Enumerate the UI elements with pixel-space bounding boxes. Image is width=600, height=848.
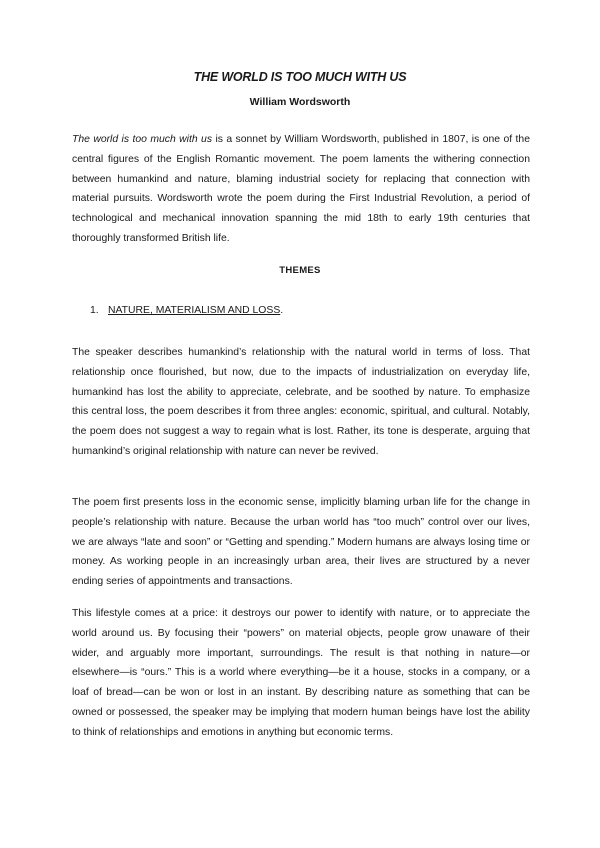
poem-title-italic: The world is too much with us [72, 134, 213, 145]
body-paragraph-1: The speaker describes humankind’s relationship with the natural world in terms of loss. That relationship once flourished, but now, due to the impacts of industrialization on everyday life, humankind has lost the ability to appreciate, celebrate, and be soothed by nature. To emphasize this central loss, the poem describes it from three angles: economic, spiritual, and cultural. Notably, the poem does not suggest a way to regain what is lost. Rather, its tone is desperate, arguing that humankind’s original relationship with nature can never be revived. [72, 347, 530, 457]
body-paragraph-2: The poem first presents loss in the economic sense, implicitly blaming urban life for the change in people’s relationship with nature. Because the urban world has “too much” control over our lives, we are always “late and soon” or “Getting and spending.” Modern humans are always losing time or money. As working people in an increasingly urban area, their lives are structured by a never ending series of appointments and transactions. [72, 497, 530, 588]
body-paragraph-3: This lifestyle comes at a price: it destroys our power to identify with nature, or to appreciate the world around us. By focusing their “powers” on material objects, people grow unaware of their wider, and arguably more important, surroundings. The result is that nothing in nature—or elsewhere—is “ours.” This is a world where everything—be it a house, stocks in a company, or a loaf of bread—can be won or lost in an instant. By describing nature as something that can be owned or possessed, the speaker may be implying that modern human beings have lost the ability to think of relationships and emotions in anything but economic terms. [72, 608, 530, 738]
document-title: THE WORLD IS TOO MUCH WITH US [193, 70, 407, 84]
themes-heading: THEMES [279, 265, 321, 276]
document-author: William Wordsworth [249, 96, 351, 108]
list-number: 1. [90, 305, 99, 316]
theme-label-suffix: . [280, 305, 284, 316]
intro-text: is a sonnet by William Wordsworth, published in 1807, is one of the central figures of the English Romantic movement. The poem laments the withering connection between humankind and nature, blaming industrial society for replacing that connection with material pursuits. Wordsworth wrote the poem during the First Industrial Revolution, a period of technological and mechanical innovation spanning the mid 18th to early 19th centuries that thoroughly transformed British life. [72, 134, 530, 244]
intro-paragraph [72, 130, 530, 249]
theme-list-item [90, 303, 283, 319]
theme-label: NATURE, MATERIALISM AND LOSS [108, 305, 281, 316]
